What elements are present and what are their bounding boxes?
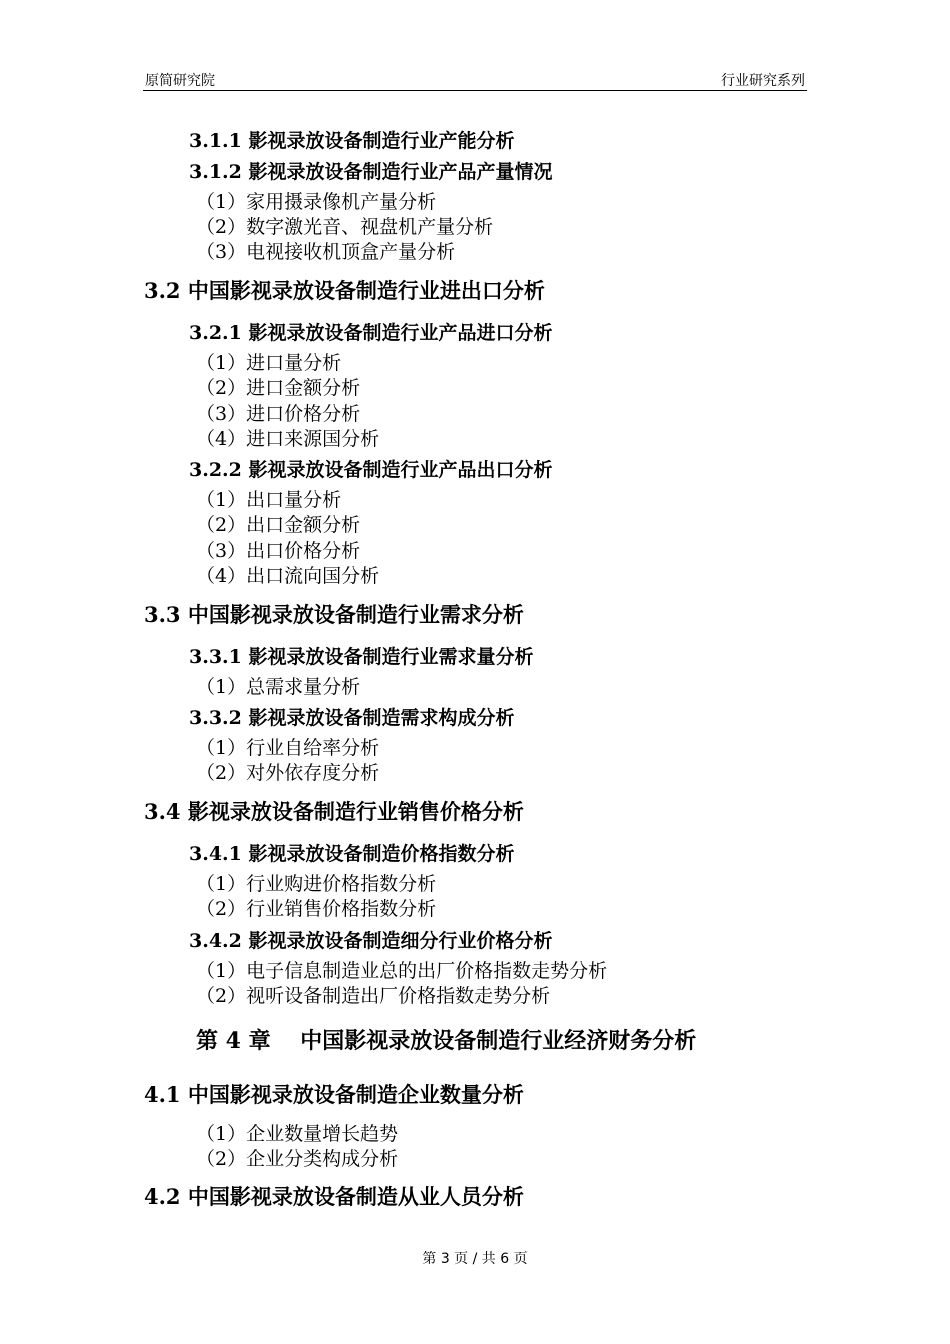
toc-item: （3）出口价格分析 [196,540,361,562]
toc-subsection: 3.2.2 影视录放设备制造行业产品出口分析 [189,459,553,481]
toc-subsection: 3.3.1 影视录放设备制造行业需求量分析 [189,646,534,668]
header-org-name: 原简研究院 [145,73,215,89]
header-series-name: 行业研究系列 [721,73,805,89]
toc-item: （2）企业分类构成分析 [196,1148,399,1170]
toc-subsection: 3.1.1 影视录放设备制造行业产能分析 [189,130,515,152]
toc-subsection: 3.4.1 影视录放设备制造价格指数分析 [189,843,515,865]
toc-subsection: 3.2.1 影视录放设备制造行业产品进口分析 [189,322,553,344]
page-number: 第 3 页 / 共 6 页 [422,1251,528,1267]
toc-item: （1）行业自给率分析 [196,737,380,759]
toc-item: （3）进口价格分析 [196,403,361,425]
toc-item: （4）出口流向国分析 [196,565,380,587]
toc-item: （2）视听设备制造出厂价格指数走势分析 [196,985,551,1007]
toc-item: （1）家用摄录像机产量分析 [196,191,437,213]
toc-section: 4.1 中国影视录放设备制造企业数量分析 [144,1082,524,1107]
toc-section: 3.3 中国影视录放设备制造行业需求分析 [144,602,524,627]
toc-item: （3）电视接收机顶盒产量分析 [196,241,456,263]
toc-item: （1）进口量分析 [196,352,342,374]
toc-section: 3.4 影视录放设备制造行业销售价格分析 [144,799,524,824]
toc-item: （4）进口来源国分析 [196,428,380,450]
toc-chapter: 第 4 章 中国影视录放设备制造行业经济财务分析 [196,1028,697,1054]
page-header [143,68,807,91]
toc-subsection: 3.3.2 影视录放设备制造需求构成分析 [189,707,515,729]
toc-item: （1）行业购进价格指数分析 [196,873,437,895]
toc-section: 3.2 中国影视录放设备制造行业进出口分析 [144,278,545,303]
toc-section: 4.2 中国影视录放设备制造从业人员分析 [144,1184,524,1209]
toc-item: （2）对外依存度分析 [196,762,380,784]
toc-subsection: 3.4.2 影视录放设备制造细分行业价格分析 [189,930,553,952]
toc-item: （2）数字激光音、视盘机产量分析 [196,216,494,238]
toc-item: （2）进口金额分析 [196,377,361,399]
toc-item: （1）电子信息制造业总的出厂价格指数走势分析 [196,960,608,982]
toc-item: （1）企业数量增长趋势 [196,1123,399,1145]
toc-item: （2）行业销售价格指数分析 [196,898,437,920]
toc-item: （1）总需求量分析 [196,676,361,698]
toc-subsection: 3.1.2 影视录放设备制造行业产品产量情况 [189,161,553,183]
toc-item: （1）出口量分析 [196,489,342,511]
toc-item: （2）出口金额分析 [196,514,361,536]
